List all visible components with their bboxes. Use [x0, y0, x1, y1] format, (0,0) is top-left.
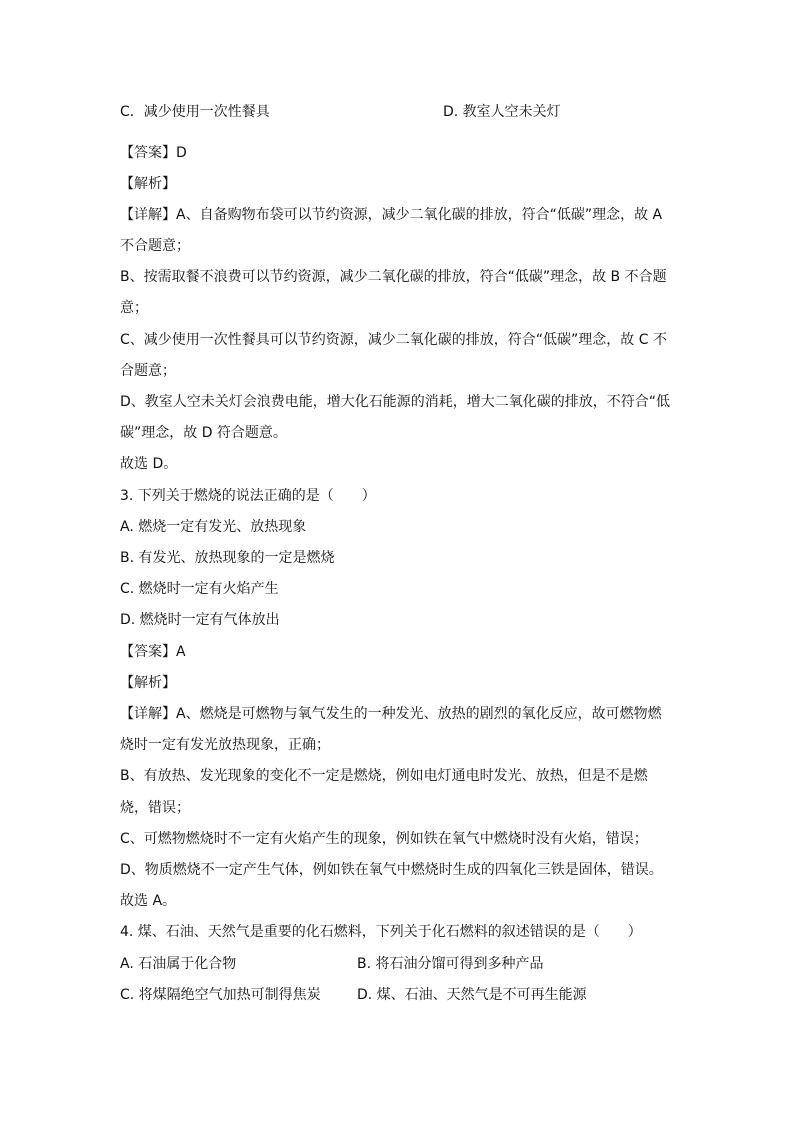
q3-detail-line: 烧时一定有发光放热现象，正确； — [120, 737, 330, 753]
q2-detail-line: 意； — [120, 300, 148, 316]
q4-option-a: A. 石油属于化合物 — [120, 956, 237, 972]
q3-option-b: B. 有发光、放热现象的一定是燃烧 — [120, 550, 335, 566]
q2-detail-line: C、减少使用一次性餐具可以节约资源，减少二氧化碳的排放，符合“低碳”理念，故 C 不 — [120, 332, 667, 348]
q3-option-d: D. 燃烧时一定有气体放出 — [120, 612, 280, 628]
q2-detail-line: B、按需取餐不浪费可以节约资源，减少二氧化碳的排放，符合“低碳”理念，故 B 不合题 — [120, 269, 667, 285]
q3-detail-line: 烧，错误； — [120, 800, 190, 816]
q2-detail-line: 合题意； — [120, 363, 176, 379]
q2-answer: 【答案】D — [120, 145, 187, 161]
q2-option-c: C．减少使用一次性餐具 — [120, 104, 270, 120]
q2-detail-line: 故选 D。 — [120, 456, 178, 472]
q4-option-b: B. 将石油分馏可得到多种产品 — [357, 956, 544, 972]
q4-stem: 4. 煤、石油、天然气是重要的化石燃料，下列关于化石燃料的叙述错误的是（ ） — [120, 924, 642, 940]
q2-option-d: D. 教室人空未关灯 — [443, 104, 561, 120]
q3-option-a: A. 燃烧一定有发光、放热现象 — [120, 519, 307, 535]
q3-detail-line: 【详解】A、燃烧是可燃物与氧气发生的一种发光、放热的剧烈的氧化反应，故可燃物燃 — [120, 706, 662, 722]
q2-detail-line: 不合题意； — [120, 238, 190, 254]
q2-detail-line: 【详解】A、自备购物布袋可以节约资源，减少二氧化碳的排放，符合“低碳”理念，故 A — [120, 207, 663, 223]
q3-option-c: C. 燃烧时一定有火焰产生 — [120, 581, 279, 597]
q3-analysis-heading: 【解析】 — [120, 675, 176, 691]
q2-detail-line: D、教室人空未关灯会浪费电能，增大化石能源的消耗，增大二氧化碳的排放，不符合“低 — [120, 394, 671, 410]
q4-option-c: C. 将煤隔绝空气加热可制得焦炭 — [120, 987, 321, 1003]
q2-analysis-heading: 【解析】 — [120, 176, 176, 192]
q3-detail-line: D、物质燃烧不一定产生气体，例如铁在氧气中燃烧时生成的四氧化三铁是固体，错误。 — [120, 862, 663, 878]
q3-stem: 3. 下列关于燃烧的说法正确的是（ ） — [120, 488, 376, 504]
q4-option-d: D. 煤、石油、天然气是不可再生能源 — [357, 987, 587, 1003]
q3-detail-line: B、有放热、发光现象的变化不一定是燃烧，例如电灯通电时发光、放热，但是不是燃 — [120, 768, 648, 784]
q3-answer: 【答案】A — [120, 644, 186, 660]
q3-detail-line: 故选 A。 — [120, 893, 177, 909]
q3-detail-line: C、可燃物燃烧时不一定有火焰产生的现象，例如铁在氧气中燃烧时没有火焰，错误； — [120, 831, 648, 847]
q2-detail-line: 碳”理念，故 D 符合题意。 — [120, 425, 287, 441]
